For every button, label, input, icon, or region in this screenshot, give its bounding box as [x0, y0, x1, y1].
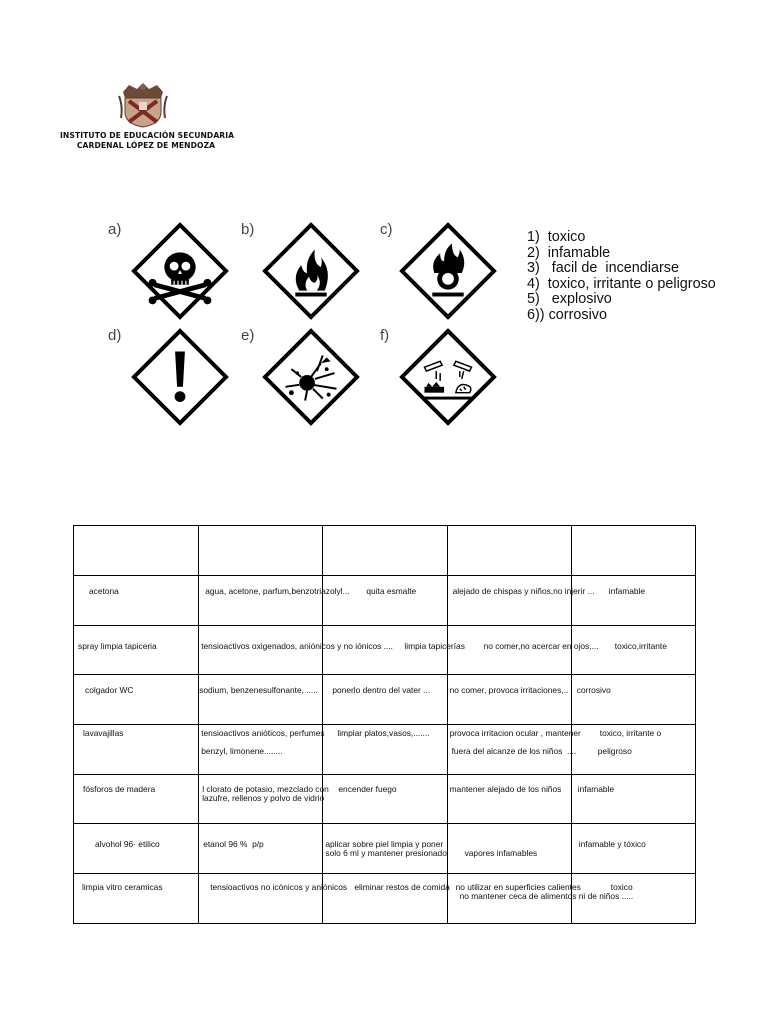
ingredients-line1: l clorato de potasio, mezclado con	[202, 783, 329, 794]
pictogram-label-f: f)	[380, 327, 390, 344]
precautions: no comer,no acercar en ojos....	[483, 640, 599, 651]
hazard-list-item: 6)) corrosivo	[527, 306, 607, 323]
corrosion-icon	[399, 328, 497, 426]
table-cell	[199, 725, 323, 775]
product-name: lavavajillas	[83, 728, 124, 739]
table-cell	[199, 576, 350, 626]
table-header-cell	[447, 526, 571, 576]
table-cell	[323, 576, 447, 626]
usage: ponerlo dentro del vater ...	[332, 685, 431, 696]
usage: limpia tapicerías	[404, 640, 465, 651]
table-header-cell	[571, 526, 695, 576]
hazard: toxico	[610, 882, 633, 893]
ingredients: agua, acetone, parfum,benzotriazolyl...	[205, 586, 350, 596]
exclamation-mark-icon	[131, 328, 229, 426]
product-name: alvohol 96· etilico	[95, 839, 160, 850]
usage: encender fuego	[338, 783, 397, 794]
product-name: colgador WC	[85, 685, 134, 696]
table-cell	[74, 576, 199, 626]
table-cell	[323, 625, 465, 675]
table-cell	[447, 675, 571, 725]
precautions: alejado de chispas y niños,no injerir ...	[452, 586, 595, 596]
table-cell	[571, 725, 695, 775]
precautions-line1: no utilizar en superficies calientes	[455, 882, 581, 893]
skull-crossbones-icon	[131, 222, 229, 320]
products-table	[73, 525, 696, 924]
product-name: spray limpia tapiceria	[78, 640, 157, 651]
table-row	[74, 774, 696, 824]
table-cell	[323, 824, 447, 874]
table-cell	[447, 576, 595, 626]
table-row	[74, 576, 696, 626]
school-name	[60, 131, 235, 151]
table-cell	[571, 576, 695, 626]
table-cell	[199, 824, 323, 874]
pictogram-label-a: a)	[108, 221, 122, 238]
table-cell	[571, 874, 695, 924]
usage: quita esmalte	[366, 586, 417, 596]
hazard: infamable y tóxico	[578, 839, 646, 850]
ingredients: tensioactivos no icónicos y aniónicos	[210, 882, 348, 893]
table-cell	[74, 675, 199, 725]
hazard-line1: toxico, irritante o	[599, 728, 662, 739]
ingredients: tensioactivos oxigenados, aniónicos y no iónicos ....	[201, 640, 393, 651]
hazard-list	[527, 230, 716, 324]
table-cell	[199, 874, 348, 924]
table-row	[74, 874, 696, 924]
table-cell	[323, 874, 450, 924]
pictogram-label-d: d)	[108, 327, 122, 344]
table-cell	[447, 625, 599, 675]
precautions-line2: fuera del alcanze de los niños ....	[451, 746, 577, 757]
table-cell	[323, 725, 447, 775]
hazard: toxico,irritante	[614, 640, 667, 651]
exploding-bomb-icon	[262, 328, 360, 426]
pictogram-label-c: c)	[380, 221, 393, 238]
hazard-line2: peligroso	[597, 746, 632, 757]
table-cell	[323, 774, 447, 824]
table-cell	[571, 625, 695, 675]
table-cell	[571, 824, 695, 874]
table-row	[74, 625, 696, 675]
hazard-list-item: 5) explosivo	[527, 291, 612, 308]
table-cell	[199, 675, 323, 725]
usage: eliminar restos de comida	[354, 882, 450, 893]
precautions-line1: provoca irritacion ocular , mantener	[449, 728, 581, 739]
table-row	[74, 675, 696, 725]
product-name: limpia vitro ceramicas	[82, 882, 163, 893]
ingredients-line2: lazufre, rellenos y polvo de vidrio	[202, 792, 325, 803]
ingredients: sodium, benzenesulfonante, .....	[199, 685, 318, 696]
precautions-line2: no mantener ceca de alimentos ni de niños .....	[459, 891, 634, 902]
table-cell	[199, 774, 329, 824]
pictogram-label-b: b)	[241, 221, 255, 238]
ingredients: etanol 96 % p/p	[203, 839, 264, 850]
usage-line2: solo 6 ml y mantener presionado	[325, 848, 447, 859]
flame-icon	[262, 222, 360, 320]
table-cell	[74, 725, 199, 775]
school-name-line1: INSTITUTO DE EDUCACIÓN SECUNDARIA	[60, 131, 235, 140]
table-cell	[323, 675, 447, 725]
table-cell	[447, 824, 571, 874]
hazard: infamable	[577, 783, 615, 794]
table-cell	[74, 625, 199, 675]
table-cell	[571, 675, 695, 725]
precautions: vapores infamables	[464, 848, 538, 859]
precautions: no comer, provoca irritaciones,..	[449, 685, 569, 696]
hazard-list-item: 2) infamable	[527, 244, 611, 261]
table-cell	[447, 774, 571, 824]
hazard-list-item: 4) toxico, irritante o peligroso	[527, 275, 716, 292]
pictogram-label-e: e)	[241, 327, 255, 344]
table-header-cell	[199, 526, 323, 576]
table-cell	[199, 625, 393, 675]
table-cell	[571, 774, 695, 824]
table-header-cell	[74, 526, 199, 576]
precautions: mantener alejado de los niños	[449, 783, 562, 794]
product-name: fósforos de madera	[83, 783, 156, 794]
table-row	[74, 824, 696, 874]
school-name-line2: CARDENAL LÓPEZ DE MENDOZA	[76, 141, 216, 150]
usage: limpiar platos,vasos,.......	[337, 728, 430, 739]
table-cell	[74, 774, 199, 824]
table-cell	[447, 725, 581, 775]
product-name: acetona	[89, 586, 119, 596]
ingredients-line1: tensioactivos aniòticos, perfumes	[201, 728, 325, 739]
table-cell	[74, 874, 199, 924]
hazard-list-item: 3) facil de incendiarse	[527, 260, 679, 277]
table-row	[74, 725, 696, 775]
flame-over-circle-icon	[399, 222, 497, 320]
hazard: corrosivo	[576, 685, 611, 696]
school-crest-logo	[117, 82, 169, 128]
hazard-list-item: 1) toxico	[527, 229, 586, 245]
table-header-cell	[323, 526, 447, 576]
usage-line1: aplicar sobre piel limpia y poner	[325, 839, 444, 850]
hazard: infamable	[608, 586, 646, 596]
ingredients-line2: benzyl, limonene........	[201, 746, 283, 757]
table-cell	[74, 824, 199, 874]
table-header-row	[74, 526, 696, 576]
